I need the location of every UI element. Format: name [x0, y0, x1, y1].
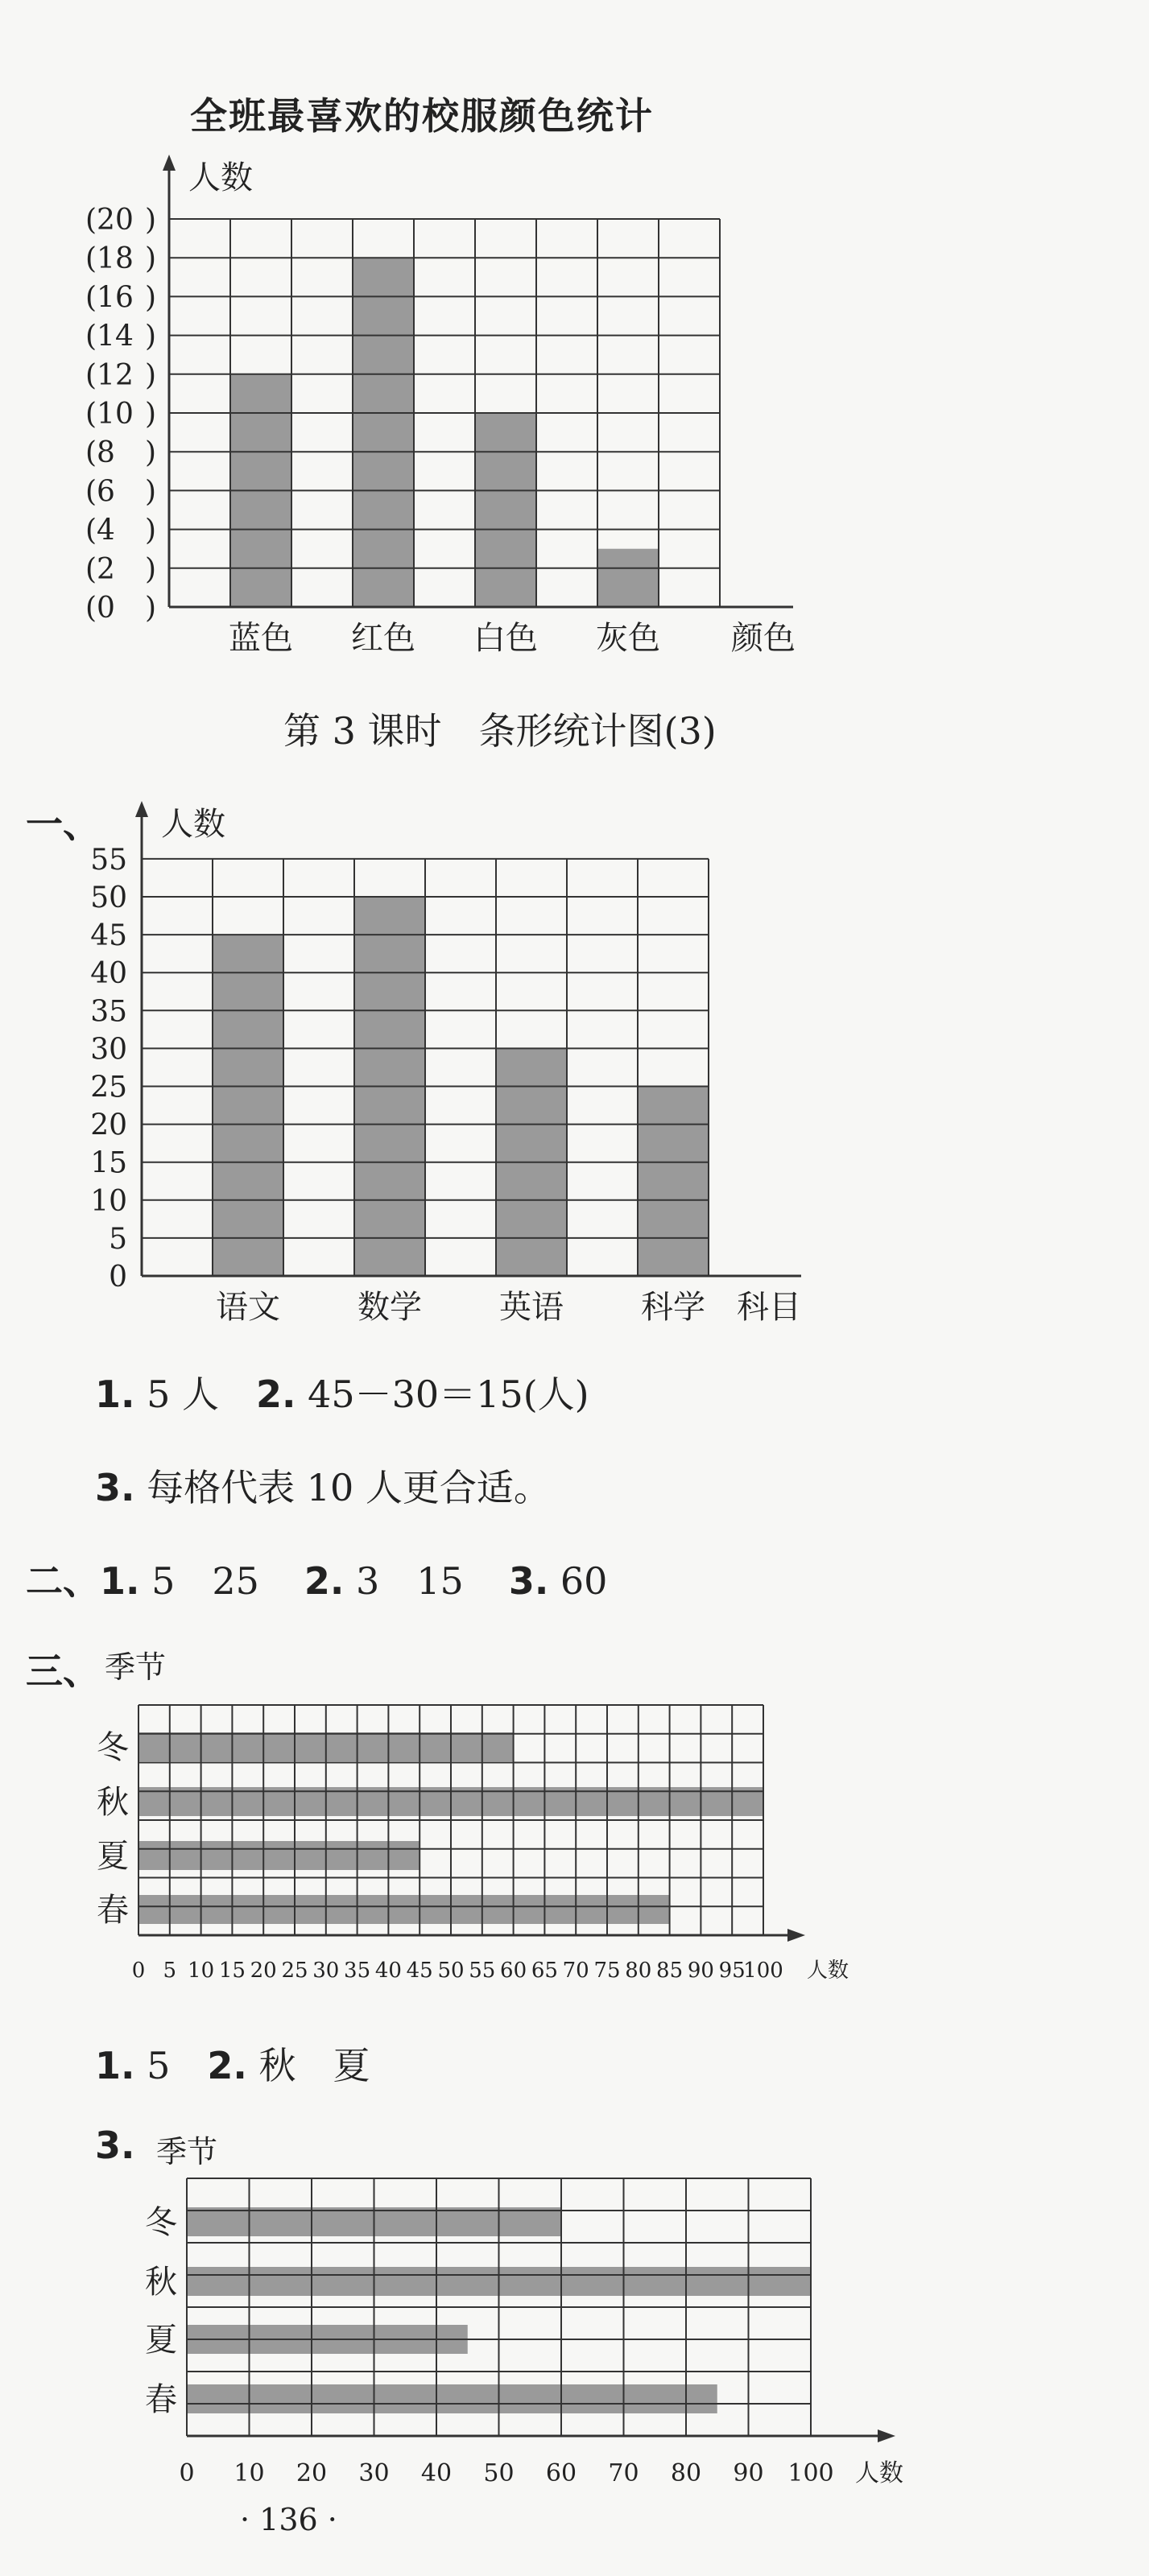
x-axis-label: 人数: [807, 1959, 849, 1983]
y-tick-bracket: ): [144, 204, 156, 237]
x-tick-label: 35: [344, 1959, 371, 1983]
y-axis-label: 季节: [156, 2134, 218, 2169]
y-tick-bracket: ): [144, 552, 156, 586]
x-tick-label: 70: [562, 1959, 589, 1983]
x-tick-label: 40: [420, 2459, 453, 2487]
x-tick-label: 55: [469, 1959, 496, 1983]
x-tick-label: 60: [500, 1959, 527, 1983]
axis-arrow: [878, 2429, 895, 2442]
answer-text: 3 15: [344, 1559, 464, 1603]
category-label: 科学: [641, 1289, 705, 1326]
category-label: 春: [145, 2381, 177, 2418]
answer-num: 3.: [508, 1559, 549, 1603]
y-tick-bracket: ): [144, 358, 156, 392]
x-tick-label: 0: [179, 2459, 195, 2487]
y-tick-label: (10: [85, 398, 134, 431]
x-tick-label: 40: [374, 1959, 402, 1983]
y-tick-label: 0: [109, 1261, 127, 1294]
answer-num: 3.: [95, 2124, 135, 2167]
x-axis-label: 颜色: [731, 620, 796, 657]
x-tick-label: 90: [733, 2459, 764, 2487]
category-label: 夏: [145, 2322, 177, 2359]
x-tick-label: 75: [593, 1959, 621, 1983]
y-tick-label: (20: [85, 204, 134, 237]
top-chart-title: 全班最喜欢的校服颜色统计: [190, 94, 654, 138]
x-tick-label: 85: [656, 1959, 684, 1983]
y-tick-bracket: ): [144, 320, 156, 353]
answer-num: 2.: [207, 2044, 247, 2087]
answer-text: 秋 夏: [246, 2044, 370, 2087]
category-label: 灰色: [596, 620, 660, 657]
x-tick-label: 60: [545, 2459, 577, 2487]
y-tick-label: (14: [85, 320, 134, 353]
y-tick-bracket: ): [144, 242, 156, 276]
x-tick-label: 20: [296, 2459, 328, 2487]
x-tick-label: 65: [531, 1959, 558, 1983]
y-tick-label: (8: [85, 436, 115, 470]
y-tick-label: 35: [90, 995, 127, 1029]
answer-text: 5: [134, 2044, 171, 2087]
answer-num: 1.: [100, 1559, 140, 1603]
y-tick-bracket: ): [144, 398, 156, 431]
y-tick-label: (0: [85, 592, 115, 625]
category-label: 秋: [145, 2264, 177, 2301]
y-tick-label: 45: [90, 919, 127, 953]
answer-num: 2.: [304, 1559, 345, 1603]
y-tick-label: 55: [90, 843, 127, 877]
y-tick-label: (4: [85, 514, 115, 547]
y-tick-label: (6: [85, 475, 115, 509]
category-label: 夏: [97, 1838, 129, 1875]
x-tick-label: 100: [787, 2459, 834, 2487]
answer-text: 5 人: [134, 1373, 219, 1416]
x-tick-label: 25: [281, 1959, 308, 1983]
category-label: 秋: [97, 1784, 129, 1821]
section3-marker: 三、: [26, 1649, 100, 1693]
x-tick-label: 70: [608, 2459, 639, 2487]
answer-text: 5 25: [139, 1559, 259, 1603]
section1-marker: 一、: [26, 803, 100, 846]
page-number: · 136 ·: [240, 2502, 337, 2537]
category-label: 冬: [97, 1729, 129, 1766]
y-tick-label: 10: [90, 1184, 127, 1218]
y-tick-label: 40: [90, 957, 127, 991]
x-axis-label: 人数: [855, 2459, 903, 2487]
category-label: 数学: [358, 1289, 422, 1326]
x-tick-label: 80: [625, 1959, 652, 1983]
y-tick-bracket: ): [144, 436, 156, 470]
y-tick-label: (2: [85, 552, 115, 586]
answer-num: 1.: [95, 1373, 135, 1416]
y-axis-label: 人数: [188, 159, 253, 196]
y-tick-bracket: ): [144, 281, 156, 315]
x-axis-label: 科目: [737, 1289, 801, 1326]
x-tick-label: 0: [131, 1959, 146, 1983]
x-tick-label: 10: [234, 2459, 265, 2487]
category-label: 蓝色: [229, 620, 293, 657]
category-label: 冬: [145, 2204, 177, 2241]
y-tick-label: (16: [85, 281, 134, 315]
section2-marker: 二、: [26, 1559, 100, 1603]
category-label: 春: [97, 1892, 129, 1929]
answer-num: 2.: [256, 1373, 296, 1416]
answer-num: 1.: [95, 2044, 135, 2087]
category-label: 英语: [499, 1289, 564, 1326]
y-tick-label: 5: [109, 1222, 127, 1256]
x-tick-label: 15: [218, 1959, 246, 1983]
y-axis-label: 季节: [105, 1649, 167, 1685]
x-tick-label: 30: [312, 1959, 340, 1983]
y-tick-label: 30: [90, 1033, 127, 1067]
answer-num: 3.: [95, 1466, 135, 1509]
x-tick-label: 5: [163, 1959, 177, 1983]
bar: [187, 2384, 717, 2413]
x-tick-label: 100: [743, 1959, 783, 1983]
x-tick-label: 95: [718, 1959, 746, 1983]
x-tick-label: 90: [687, 1959, 714, 1983]
y-tick-label: (18: [85, 242, 134, 276]
y-tick-label: 50: [90, 881, 127, 914]
x-tick-label: 20: [250, 1959, 277, 1983]
x-tick-label: 45: [406, 1959, 433, 1983]
x-tick-label: 50: [483, 2459, 515, 2487]
answer-text: 45－30＝15(人): [296, 1373, 589, 1416]
category-label: 白色: [473, 620, 538, 657]
y-tick-label: 15: [90, 1146, 127, 1180]
answer-text: 每格代表 10 人更合适。: [134, 1466, 551, 1509]
y-tick-bracket: ): [144, 475, 156, 509]
y-axis-label: 人数: [161, 806, 225, 843]
y-tick-label: 20: [90, 1108, 127, 1142]
x-tick-label: 50: [437, 1959, 465, 1983]
x-tick-label: 80: [670, 2459, 702, 2487]
y-tick-bracket: ): [144, 514, 156, 547]
y-tick-bracket: ): [144, 592, 156, 625]
lesson-title: 第 3 课时 条形统计图(3): [283, 709, 717, 753]
category-label: 语文: [216, 1289, 280, 1326]
x-tick-label: 30: [358, 2459, 390, 2487]
y-tick-label: (12: [85, 358, 134, 392]
y-tick-label: 25: [90, 1071, 127, 1104]
x-tick-label: 10: [188, 1959, 215, 1983]
answer-text: 60: [548, 1559, 608, 1603]
category-label: 红色: [351, 620, 415, 657]
